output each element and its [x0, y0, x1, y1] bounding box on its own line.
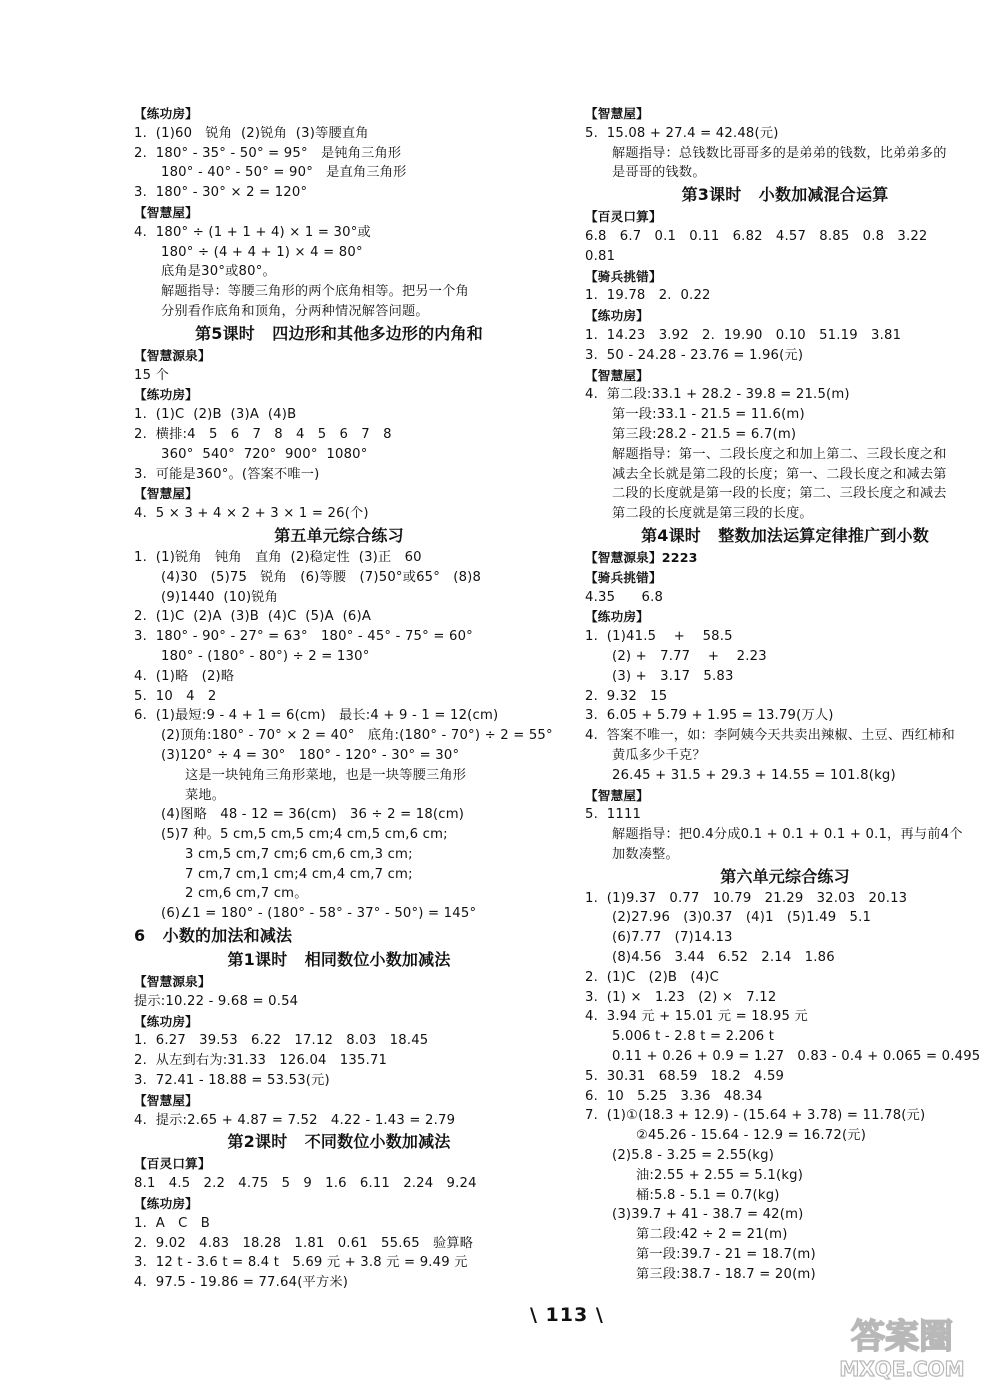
answer-line: 3. 180° - 30° × 2 = 120° — [134, 185, 308, 201]
lesson-heading: 第六单元综合练习 — [720, 866, 850, 886]
answer-line: 360° 540° 720° 900° 1080° — [161, 446, 368, 462]
answer-line: 8.1 4.5 2.2 4.75 5 9 1.6 6.11 2.24 9.24 — [134, 1176, 477, 1192]
lesson-heading: 第1课时 相同数位小数加减法 — [227, 950, 451, 970]
page-number: \ 113 \ — [530, 1304, 604, 1326]
answer-line: 第二段的长度就是第三段的长度。 — [612, 506, 813, 522]
section-tag: 【智慧屋】 — [585, 787, 649, 803]
section-tag: 【练功房】 — [134, 1013, 198, 1029]
answer-line: 7. (1)①(18.3 + 12.9) - (15.64 + 3.78) = 11.78(元) — [585, 1108, 926, 1124]
answer-line: (3)39.7 + 41 - 38.7 = 42(m) — [612, 1207, 804, 1223]
section-tag: 【智慧源泉】2223 — [585, 549, 698, 565]
answer-line: 2 cm,6 cm,7 cm。 — [185, 886, 308, 902]
answer-line: ②45.26 - 15.64 - 12.9 = 16.72(元) — [636, 1128, 867, 1144]
answer-line: 1. (1)9.37 0.77 10.79 21.29 32.03 20.13 — [585, 890, 908, 906]
answer-line: 油:2.55 + 2.55 = 5.1(kg) — [636, 1167, 804, 1183]
answer-line: 3. 72.41 - 18.88 = 53.53(元) — [134, 1073, 330, 1089]
answer-line: 分别看作底角和顶角，分两种情况解答问题。 — [161, 303, 429, 319]
answer-line: 6. (1)最短:9 - 4 + 1 = 6(cm) 最长:4 + 9 - 1 = 12(cm) — [134, 708, 499, 724]
answer-line: 6. 10 5.25 3.36 48.34 — [585, 1088, 763, 1104]
section-tag: 【练功房】 — [585, 609, 649, 625]
answer-line: 这是一块钝角三角形菜地，也是一块等腰三角形 — [185, 767, 467, 783]
lesson-heading: 第2课时 不同数位小数加减法 — [227, 1132, 451, 1152]
section-tag: 【骑兵挑错】 — [585, 268, 662, 284]
section-tag: 【骑兵挑错】 — [585, 569, 662, 585]
answer-line: 1. (1)C (2)B (3)A (4)B — [134, 407, 297, 423]
right-answer-column — [585, 104, 985, 1285]
answer-line: 4. 3.94 元 + 15.01 元 = 18.95 元 — [585, 1009, 808, 1025]
section-tag: 【智慧屋】 — [134, 1092, 198, 1108]
answer-line: 4. (1)略 (2)略 — [134, 668, 235, 684]
answer-line: 4. 97.5 - 19.86 = 77.64(平方米) — [134, 1275, 349, 1291]
answer-line: (2) + 7.77 + 2.23 — [612, 648, 767, 664]
answer-line: 加数凑整。 — [612, 846, 679, 862]
watermark-text-top: 答案圈 — [851, 1317, 953, 1357]
answer-line: 1. 14.23 3.92 2. 19.90 0.10 51.19 3.81 — [585, 327, 902, 343]
answer-line: 1. 19.78 2. 0.22 — [585, 288, 711, 304]
answer-line: 解题指导：总钱数比哥哥多的是弟弟的钱数，比弟弟多的 — [612, 145, 947, 161]
section-tag: 【练功房】 — [585, 308, 649, 324]
answer-line: 提示:10.22 - 9.68 = 0.54 — [134, 993, 299, 1009]
answer-line: 180° - (180° - 80°) ÷ 2 = 130° — [161, 648, 370, 664]
answer-line: 解题指导：第一、二段长度之和加上第二、三段长度之和 — [612, 446, 947, 462]
answer-line: 1. A C B — [134, 1215, 210, 1231]
watermark-text-bottom: MXQE.COM — [839, 1357, 965, 1381]
answer-line: 菜地。 — [185, 787, 226, 803]
answer-line: 3. 180° - 90° - 27° = 63° 180° - 45° - 75° = 60° — [134, 629, 473, 645]
answer-line: 第二段:42 ÷ 2 = 21(m) — [636, 1227, 788, 1243]
lesson-heading: 第5课时 四边形和其他多边形的内角和 — [195, 323, 483, 343]
answer-line: 5. 1111 — [585, 807, 642, 823]
answer-line: (2)顶角:180° - 70° × 2 = 40° 底角:(180° - 70°) ÷ 2 = 55° — [161, 728, 553, 744]
section-tag: 【智慧源泉】 — [134, 347, 211, 363]
answer-line: (3) + 3.17 5.83 — [612, 668, 734, 684]
lesson-heading: 第3课时 小数加减混合运算 — [681, 185, 889, 205]
section-tag: 【百灵口算】 — [134, 1156, 211, 1172]
answer-line: 第一段:33.1 - 21.5 = 11.6(m) — [612, 407, 805, 423]
answer-line: (4)图略 48 - 12 = 36(cm) 36 ÷ 2 = 18(cm) — [161, 807, 465, 823]
answer-line: 2. (1)C (2)A (3)B (4)C (5)A (6)A — [134, 609, 372, 625]
answer-line: 二段的长度就是第一段的长度；第二、三段长度之和减去 — [612, 486, 947, 502]
answer-line: 4. 提示:2.65 + 4.87 = 7.52 4.22 - 1.43 = 2.79 — [134, 1112, 456, 1128]
answer-line: 第一段:39.7 - 21 = 18.7(m) — [636, 1247, 816, 1263]
answer-line: 4. 第二段:33.1 + 28.2 - 39.8 = 21.5(m) — [585, 387, 850, 403]
answer-line: 3 cm,5 cm,7 cm;6 cm,6 cm,3 cm; — [185, 846, 413, 862]
answer-line: 减去全长就是第二段的长度；第一、二段长度之和减去第 — [612, 466, 947, 482]
answer-line: 4. 5 × 3 + 4 × 2 + 3 × 1 = 26(个) — [134, 506, 369, 522]
answer-line: 0.11 + 0.26 + 0.9 = 1.27 0.83 - 0.4 + 0.065 = 0.495 — [612, 1049, 981, 1065]
answer-line: 2. (1)C (2)B (4)C — [585, 969, 720, 985]
section-tag: 【练功房】 — [134, 106, 198, 121]
answer-line: 2. 9.02 4.83 18.28 1.81 0.61 55.65 验算略 — [134, 1235, 474, 1251]
answer-line: 4.35 6.8 — [585, 589, 664, 605]
section-tag: 【百灵口算】 — [585, 209, 662, 225]
answer-line: 7 cm,7 cm,1 cm;4 cm,4 cm,7 cm; — [185, 866, 413, 882]
answer-line: 6.8 6.7 0.1 0.11 6.82 4.57 8.85 0.8 3.22 — [585, 228, 928, 244]
answer-line: 3. 6.05 + 5.79 + 1.95 = 13.79(万人) — [585, 708, 834, 724]
answer-line: 3. 50 - 24.28 - 23.76 = 1.96(元) — [585, 347, 804, 363]
answer-line: 5.006 t - 2.8 t = 2.206 t — [612, 1029, 775, 1045]
answer-line: 5. 15.08 + 27.4 = 42.48(元) — [585, 125, 779, 141]
answer-line: (8)4.56 3.44 6.52 2.14 1.86 — [612, 950, 835, 966]
answer-line: 4. 答案不唯一，如：李阿姨今天共卖出辣椒、土豆、西红柿和 — [585, 728, 955, 744]
answer-line: 26.45 + 31.5 + 29.3 + 14.55 = 101.8(kg) — [612, 767, 896, 783]
answer-line: 底角是30°或80°。 — [161, 264, 276, 280]
answer-line: (6)7.77 (7)14.13 — [612, 930, 733, 946]
answer-line: 1. (1)60 锐角 (2)锐角 (3)等腰直角 — [134, 125, 369, 141]
answer-line: 桶:5.8 - 5.1 = 0.7(kg) — [636, 1187, 780, 1203]
section-tag: 【智慧屋】 — [585, 106, 649, 121]
section-tag: 【智慧屋】 — [585, 367, 649, 383]
answer-line: 180° ÷ (4 + 4 + 1) × 4 = 80° — [161, 244, 363, 260]
answer-line: 2. 横排:4 5 6 7 8 4 5 6 7 8 — [134, 426, 392, 442]
answer-line: 2. 从左到右为:31.33 126.04 135.71 — [134, 1053, 388, 1069]
answer-line: 第三段:38.7 - 18.7 = 20(m) — [636, 1266, 816, 1282]
answer-line: 5. 10 4 2 — [134, 688, 217, 704]
answer-line: 1. (1)锐角 钝角 直角 (2)稳定性 (3)正 60 — [134, 549, 422, 565]
left-answer-column — [134, 104, 553, 1293]
answer-line: 是哥哥的钱数。 — [612, 165, 706, 181]
answer-line: (2)27.96 (3)0.37 (4)1 (5)1.49 5.1 — [612, 910, 872, 926]
answer-line: 2. 180° - 35° - 50° = 95° 是钝角三角形 — [134, 145, 402, 161]
section-tag: 【智慧屋】 — [134, 486, 198, 502]
answer-line: (4)30 (5)75 锐角 (6)等腰 (7)50°或65° (8)8 — [161, 569, 482, 585]
watermark-logo — [820, 1310, 985, 1382]
section-tag: 【练功房】 — [134, 1196, 198, 1212]
answer-line: 解题指导：把0.4分成0.1 + 0.1 + 0.1 + 0.1，再与前4个 — [612, 827, 963, 843]
answer-line: 3. 12 t - 3.6 t = 8.4 t 5.69 元 + 3.8 元 = 9.49 元 — [134, 1255, 468, 1271]
section-tag: 【智慧屋】 — [134, 204, 198, 220]
answer-line: 0.81 — [585, 248, 616, 264]
lesson-heading: 第五单元综合练习 — [274, 525, 404, 545]
answer-line: (3)120° ÷ 4 = 30° 180° - 120° - 30° = 30° — [161, 747, 460, 763]
answer-line: 1. (1)41.5 + 58.5 — [585, 629, 733, 645]
answer-line: 1. 6.27 39.53 6.22 17.12 8.03 18.45 — [134, 1033, 429, 1049]
section-tag: 【智慧源泉】 — [134, 974, 211, 990]
answer-line: 黄瓜多少千克？ — [612, 747, 706, 763]
answer-line: 3. 可能是360°。(答案不唯一) — [134, 466, 320, 482]
answer-line: (2)5.8 - 3.25 = 2.55(kg) — [612, 1148, 775, 1164]
section-tag: 【练功房】 — [134, 387, 198, 403]
answer-line: (6)∠1 = 180° - (180° - 58° - 37° - 50°) = 145° — [161, 906, 477, 922]
unit-heading: 6 小数的加法和减法 — [134, 926, 293, 946]
answer-line: (9)1440 (10)锐角 — [161, 589, 279, 605]
answer-line: 第三段:28.2 - 21.5 = 6.7(m) — [612, 426, 797, 442]
answer-line: 3. (1) × 1.23 (2) × 7.12 — [585, 989, 777, 1005]
answer-line: 2. 9.32 15 — [585, 688, 668, 704]
answer-line: 解题指导：等腰三角形的两个底角相等。把另一个角 — [161, 284, 469, 300]
answer-line: 180° - 40° - 50° = 90° 是直角三角形 — [161, 165, 407, 181]
answer-line: 5. 30.31 68.59 18.2 4.59 — [585, 1068, 785, 1084]
answer-line: 15 个 — [134, 367, 169, 383]
lesson-heading: 第4课时 整数加法运算定律推广到小数 — [641, 525, 929, 545]
answer-line: (5)7 种。5 cm,5 cm,5 cm;4 cm,5 cm,6 cm; — [161, 827, 448, 843]
answer-line: 4. 180° ÷ (1 + 1 + 4) × 1 = 30°或 — [134, 224, 371, 240]
